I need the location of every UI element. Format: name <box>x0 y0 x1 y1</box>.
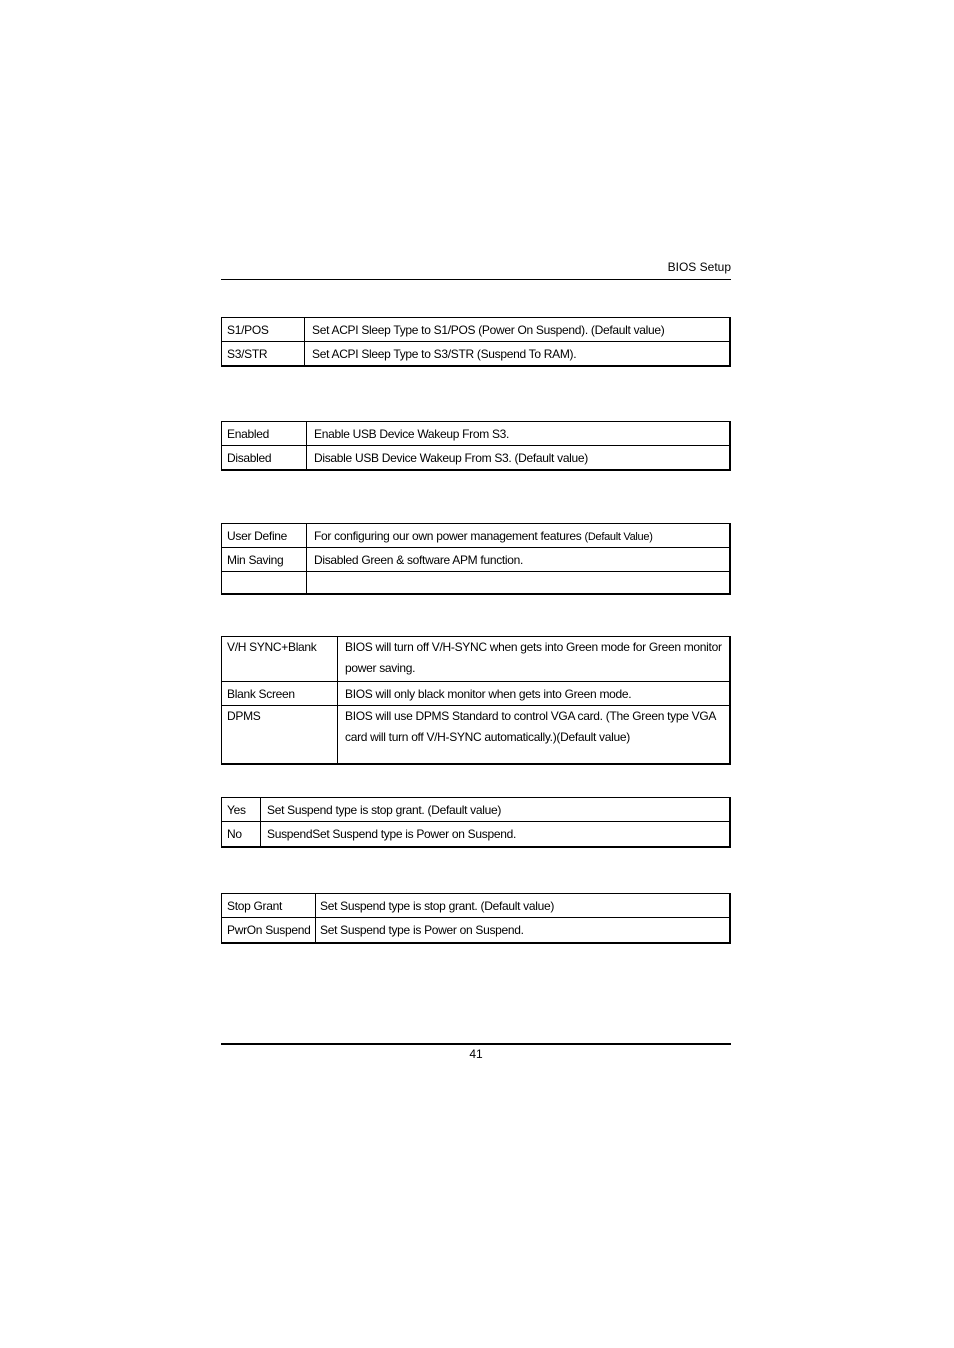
option-cell: DPMS <box>222 706 338 765</box>
usb-wakeup-table <box>221 421 731 471</box>
table-row <box>222 342 731 367</box>
suspend-type-table <box>221 893 731 944</box>
power-management-table <box>221 523 731 595</box>
option-cell: PwrOn Suspend <box>222 918 316 944</box>
description-cell: Enable USB Device Wakeup From S3. <box>307 422 731 446</box>
option-cell: Blank Screen <box>222 682 338 706</box>
description-cell: BIOS will turn off V/H-SYNC when gets into Green mode for Green monitor power saving. <box>338 637 731 682</box>
description-cell: Set Suspend type is stop grant. (Default value) <box>316 894 731 918</box>
option-cell: Enabled <box>222 422 307 446</box>
option-cell: V/H SYNC+Blank <box>222 637 338 682</box>
option-cell: No <box>222 822 261 848</box>
video-off-method-table <box>221 636 731 765</box>
option-cell: User Define <box>222 524 307 548</box>
table-row <box>222 798 731 822</box>
description-cell <box>307 524 731 548</box>
description-cell: Set Suspend type is stop grant. (Default value) <box>261 798 731 822</box>
table-row <box>222 822 731 848</box>
table-row <box>222 706 731 765</box>
empty-description-cell <box>307 572 731 595</box>
page-number: 41 <box>469 1047 483 1061</box>
table-row <box>222 682 731 706</box>
table-row <box>222 637 731 682</box>
acpi-sleep-type-table <box>221 317 731 367</box>
table-row <box>222 918 731 944</box>
option-cell: Yes <box>222 798 261 822</box>
table-row <box>222 446 731 471</box>
description-cell: BIOS will use DPMS Standard to control VGA card. (The Green type VGA card will turn off V/H-SYNC automatically.)(Default value) <box>338 706 731 765</box>
table-row <box>222 318 731 342</box>
page-header-title: BIOS Setup <box>667 260 731 274</box>
table-row <box>222 524 731 548</box>
description-cell: Disabled Green & software APM function. <box>307 548 731 572</box>
option-cell: S1/POS <box>222 318 305 342</box>
description-cell: BIOS will only black monitor when gets into Green mode. <box>338 682 731 706</box>
table-row <box>222 572 731 595</box>
option-cell: Disabled <box>222 446 307 471</box>
empty-option-cell <box>222 572 307 595</box>
table-row <box>222 548 731 572</box>
description-cell: Disable USB Device Wakeup From S3. (Default value) <box>307 446 731 471</box>
table-row <box>222 894 731 918</box>
description-cell: Set ACPI Sleep Type to S3/STR (Suspend To RAM). <box>305 342 731 367</box>
description-cell: Set Suspend type is Power on Suspend. <box>316 918 731 944</box>
option-cell: Stop Grant <box>222 894 316 918</box>
footer-rule <box>221 1043 731 1045</box>
default-value-note: (Default Value) <box>584 530 653 543</box>
description-cell: Set ACPI Sleep Type to S1/POS (Power On Suspend). (Default value) <box>305 318 731 342</box>
description-cell: SuspendSet Suspend type is Power on Suspend. <box>261 822 731 848</box>
option-cell: Min Saving <box>222 548 307 572</box>
option-cell: S3/STR <box>222 342 305 367</box>
description-text: For configuring our own power management features <box>314 528 582 543</box>
suspend-yes-no-table <box>221 797 731 848</box>
table-row <box>222 422 731 446</box>
header-rule <box>221 279 731 280</box>
